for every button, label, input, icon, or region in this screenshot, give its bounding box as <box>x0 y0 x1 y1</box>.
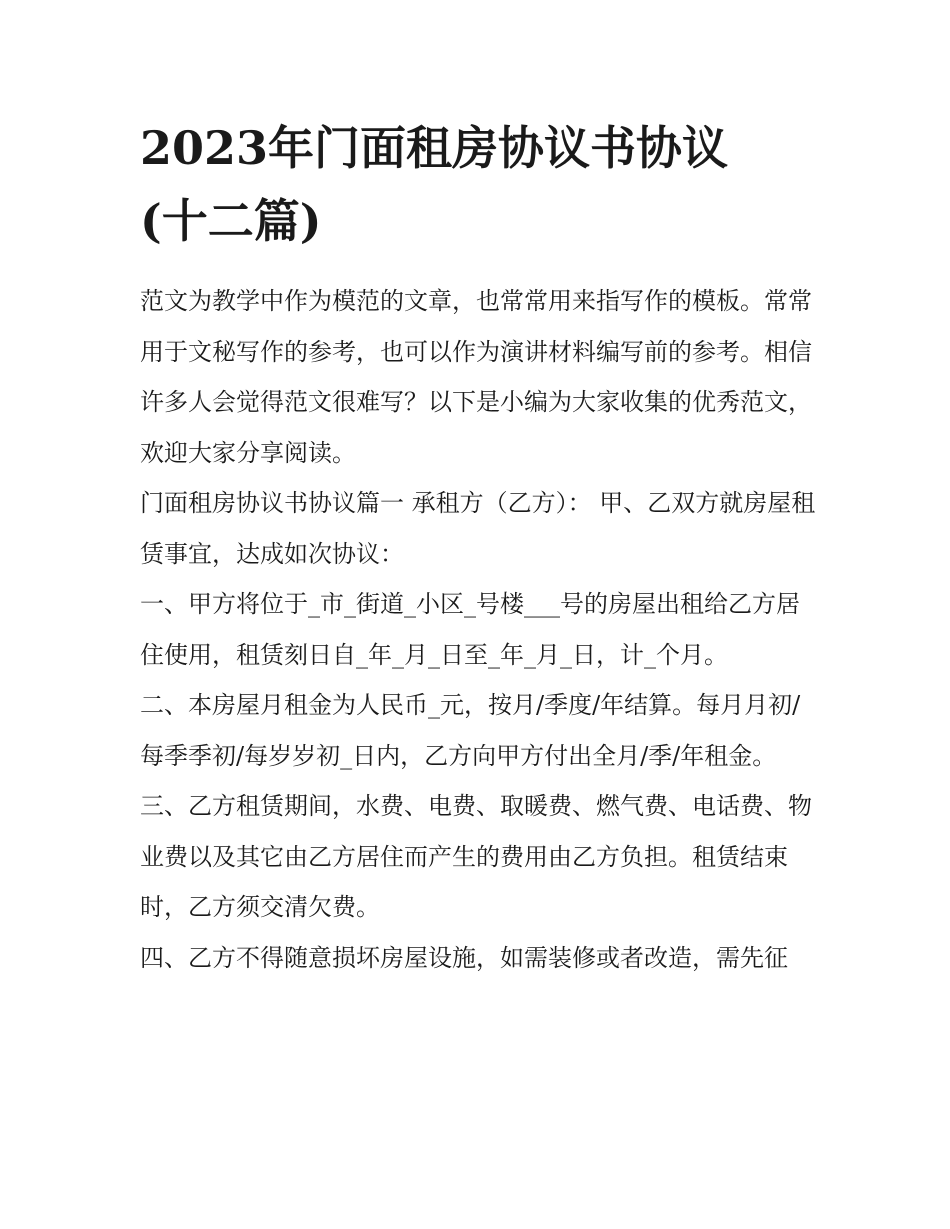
clause-4-paragraph: 四、乙方不得随意损坏房屋设施，如需装修或者改造，需先征 <box>140 943 788 972</box>
clause-2-paragraph: 二、本房屋月租金为人民币_元，按月/季度/年结算。每月月初/每季季初/每岁岁初_日内，乙方向甲方付出全月/季/年租金。 <box>140 691 801 770</box>
clause-3-paragraph: 三、乙方租赁期间，水费、电费、取暖费、燃气费、电话费、物业费以及其它由乙方居住而产生的费用由乙方负担。租赁结束时，乙方须交清欠费。 <box>140 792 812 921</box>
document-title <box>140 112 820 258</box>
clause-1-paragraph: 一、甲方将位于_市_街道_小区_号楼___号的房屋出租给乙方居住使用，租赁刻日自_年_月_日至_年_月_日，计_个月。 <box>140 590 800 669</box>
title-line-2: (十二篇) <box>140 194 322 248</box>
intro-paragraph: 范文为教学中作为模范的文章，也常常用来指写作的模板。常常用于文秘写作的参考，也可以作为演讲材料编写前的参考。相信许多人会觉得范文很难写？以下是小编为大家收集的优秀范文，欢迎大家分享阅读。 <box>140 287 812 467</box>
document-body <box>140 276 816 983</box>
title-line-1: 2023年门面租房协议书协议 <box>140 121 729 175</box>
agreement-heading-paragraph: 门面租房协议书协议篇一 承租方（乙方）： 甲、乙双方就房屋租赁事宜，达成如次协议： <box>140 489 816 568</box>
